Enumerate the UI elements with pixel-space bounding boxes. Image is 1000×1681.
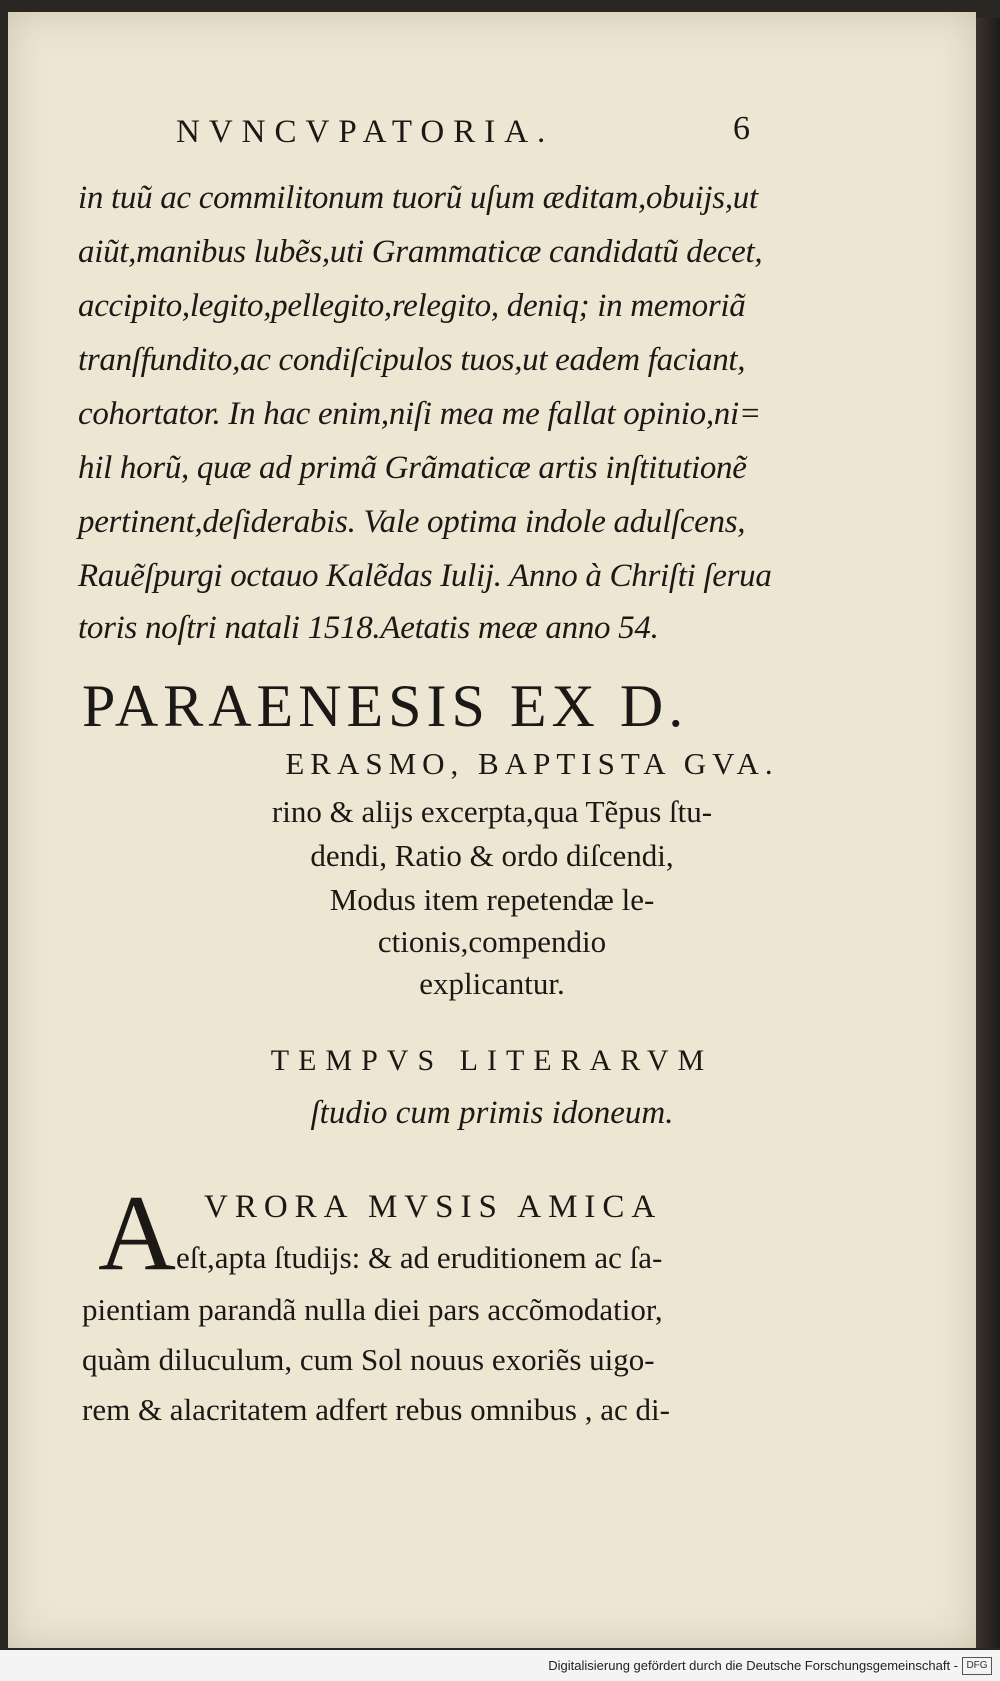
page-number: 6 — [733, 110, 750, 147]
section-subheading: ſtudio cum primis idoneum. — [310, 1095, 674, 1131]
running-title: NVNCVPATORIA. — [176, 114, 555, 150]
paraenesis-title: PARAENESIS EX D. — [82, 673, 689, 739]
book-page — [8, 12, 976, 1648]
paraenesis-line: Modus item repetendæ le- — [329, 882, 655, 917]
dedication-line: toris noſtri natali 1518.Aetatis meæ anno 54. — [78, 610, 659, 646]
body-first-line: VRORA MVSIS AMICA — [204, 1189, 663, 1225]
paraenesis-line: rino & alijs excerpta,qua Tẽpus ſtu- — [271, 794, 713, 829]
dedication-line: tranſfundito,ac condiſcipulos tuos,ut eadem faciant, — [78, 342, 746, 378]
dedication-line: accipito,legito,pellegito,relegito, deniq; in memoriã — [78, 288, 746, 324]
dedication-line: aiũt,manibus lubẽs,uti Grammaticæ candidatũ decet, — [78, 234, 763, 270]
funding-credit: Digitalisierung gefördert durch die Deutsche Forschungsgemeinschaft - — [548, 1658, 958, 1673]
footer-bar — [0, 1650, 1000, 1681]
paraenesis-line: ctionis,compendio — [377, 924, 607, 959]
body-line: rem & alacritatem adfert rebus omnibus , ac di- — [82, 1392, 670, 1427]
dedication-line: hil horũ, quæ ad primã Grãmaticæ artis inſtitutionẽ — [78, 450, 747, 486]
paraenesis-line: ERASMO, BAPTISTA GVA. — [285, 746, 779, 781]
body-line: pientiam parandã nulla diei pars accõmodatior, — [82, 1292, 663, 1327]
body-line: quàm diluculum, cum Sol nouus exoriẽs uigo- — [82, 1342, 655, 1377]
paraenesis-line: dendi, Ratio & ordo diſcendi, — [310, 838, 674, 873]
dedication-line: in tuũ ac commilitonum tuorũ uſum æditam,obuijs,ut — [78, 180, 758, 216]
dedication-line: Rauẽſpurgi octauo Kalẽdas Iulij. Anno à Chriſti ſerua — [78, 558, 772, 594]
paraenesis-line: explicantur. — [419, 966, 565, 1001]
dedication-line: pertinent,deſiderabis. Vale optima indole adulſcens, — [78, 504, 746, 540]
section-heading: TEMPVS LITERARVM — [270, 1044, 714, 1077]
drop-capital: A — [98, 1174, 176, 1293]
dedication-line: cohortator. In hac enim,niſi mea me fallat opinio,ni= — [78, 396, 761, 432]
body-line: eſt,apta ſtudijs: & ad eruditionem ac ſa- — [176, 1240, 663, 1275]
page-edge-shadow — [976, 18, 1000, 1648]
dfg-logo-icon: DFG — [962, 1657, 992, 1675]
